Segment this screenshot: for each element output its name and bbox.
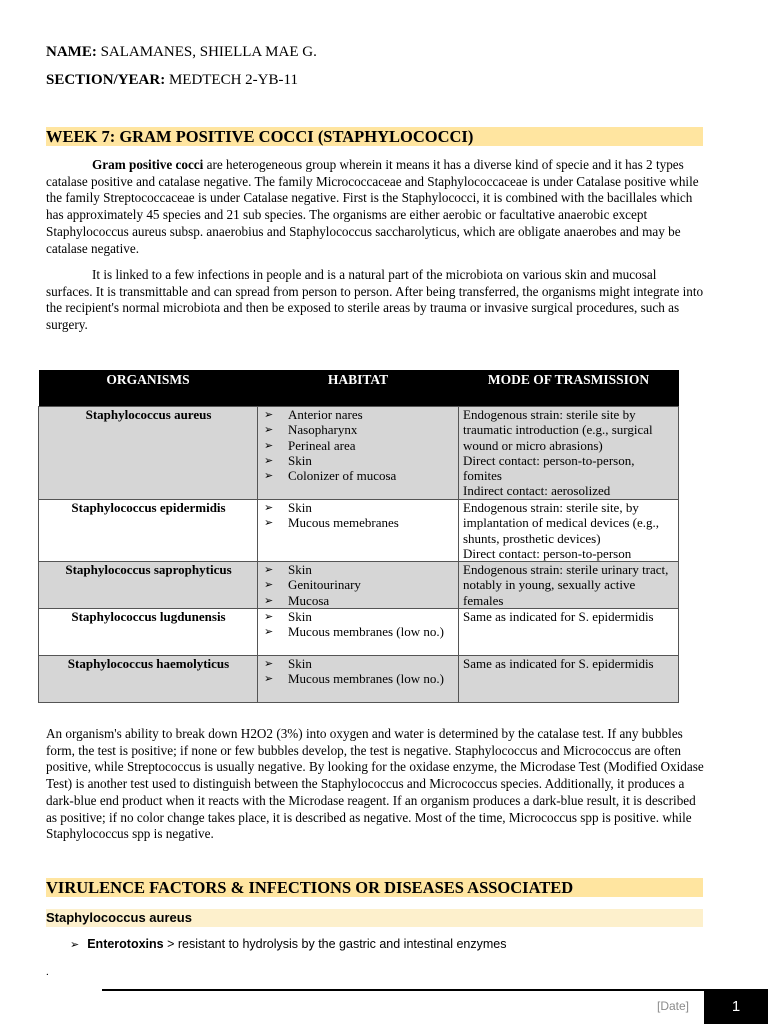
stray-mark: . [46,966,49,978]
transmission-cell [459,609,679,656]
transmission-cell [459,500,679,562]
habitat-item: ➢ Skin [262,562,455,577]
footer-divider [102,989,704,991]
habitat-item: ➢ Genitourinary [262,577,455,592]
habitat-item: ➢ Mucous membranes (low no.) [262,624,455,639]
intro-paragraph-2 [46,267,706,334]
table-row [39,656,679,703]
table-row [39,407,679,500]
habitat-item: ➢ Skin [262,500,455,515]
enterotoxins-term: Enterotoxins [87,937,164,951]
header-transmission: MODE OF TRASMISSION [459,370,679,407]
section-label: SECTION/YEAR: [46,72,166,88]
name-line [46,44,317,61]
table-row [39,562,679,609]
section-line [46,72,298,89]
habitat-cell [258,500,459,562]
habitat-item: ➢ Mucous memebranes [262,515,455,530]
intro-paragraph-1-text: are heterogeneous group wherein it means it has a diverse kind of specie and it has 2 types catalase positive and catalase negative. The family Micrococcaceae and Staphylococcaceae is under Catalase positive while the family Streptococcaceae is under Catalase negative. First is the Staphylococci, it is combined with the bacillales which has approximately 45 species and 21 sub species. The organisms are either aerobic or facultative anaerobic except Staphylococcus aureus subsp. anaerobius and Staphylococcus saccharolyticus, which are obligate anaerobes and may be catalase negative. [46,157,699,256]
habitat-cell [258,562,459,609]
arrow-bullet-icon: ➢ [70,938,80,951]
habitat-item: ➢ Skin [262,656,455,671]
virulence-heading: VIRULENCE FACTORS & INFECTIONS OR DISEASES ASSOCIATED [46,878,703,897]
habitat-item: ➢ Anterior nares [262,407,455,422]
transmission-line: Same as indicated for S. epidermidis [463,609,654,625]
habitat-cell [258,656,459,703]
habitat-item: ➢ Perineal area [262,438,455,453]
habitat-item: ➢ Skin [262,453,455,468]
habitat-item: ➢ Mucosa [262,593,455,608]
habitat-cell [258,407,459,500]
staph-aureus-subheading: Staphylococcus aureus [46,909,703,927]
name-value: SALAMANES, SHIELLA MAE G. [100,44,317,60]
organism-name: Staphylococcus haemolyticus [39,656,258,703]
organism-name: Staphylococcus saprophyticus [39,562,258,609]
organisms-table [38,370,679,703]
habitat-item: ➢ Colonizer of mucosa [262,468,455,483]
name-label: NAME: [46,44,97,60]
intro-paragraph-2-text: It is linked to a few infections in people and is a natural part of the microbiota on various skin and mucosal surfaces. It is transmittable and can spread from person to person. After being transferred, the organisms might integrate into the recipient's normal microbiota and then be exposed to sterile areas by trauma or invasive surgical procedures, such as surgery. [46,267,704,333]
catalase-paragraph: An organism's ability to break down H2O2 (3%) into oxygen and water is determined by the catalase test. If any bubbles form, the test is positive; if none or few bubbles develop, the test is negative. Staphylococcus and Micrococcus are often positive, while Streptococcus is usually negative. By looking for the oxidase enzyme, the Microdase Test (Modified Oxidase Test) is another test used to distinguish between the Staphylococcus and Micrococcus species. Additionally, it produces a dark-blue end product when it reacts with the Microdase reagent. If an organism produces a dark-blue result, it is described as positive; if no color change takes place, it is described as negative. Most of the time, Micrococcus spp is positive. while Staphylococcus spp is negative. [46,726,704,842]
transmission-line: Endogenous strain: sterile urinary tract, notably in young, sexually active females [463,562,669,608]
section-value: MEDTECH 2-YB-11 [168,72,298,88]
transmission-line: Direct contact: person-to-person [463,545,632,561]
habitat-cell [258,609,459,656]
transmission-line: Direct contact: person-to-person, fomites [463,452,635,484]
transmission-line: Endogenous strain: sterile site by traumatic introduction (e.g., surgical wound or micro abrasions) [463,407,653,453]
transmission-cell [459,562,679,609]
enterotoxins-description: > resistant to hydrolysis by the gastric and intestinal enzymes [163,937,507,951]
header-habitat: HABITAT [258,370,459,407]
table-row [39,609,679,656]
week-heading: WEEK 7: GRAM POSITIVE COCCI (STAPHYLOCOCCI) [46,127,703,146]
footer-date: [Date] [657,999,690,1013]
page-number: 1 [704,989,768,1024]
table-row [39,500,679,562]
table-header-row [39,370,679,407]
header-organisms: ORGANISMS [39,370,258,407]
transmission-cell [459,407,679,500]
habitat-item: ➢ Skin [262,609,455,624]
transmission-line: Same as indicated for S. epidermidis [463,656,654,672]
habitat-item: ➢ Nasopharynx [262,422,455,437]
intro-paragraph-1 [46,157,706,257]
organism-name: Staphylococcus aureus [39,407,258,500]
organism-name: Staphylococcus lugdunensis [39,609,258,656]
transmission-line: Endogenous strain: sterile site, by implantation of medical devices (e.g., shunts, prosthetic devices) [463,500,660,546]
transmission-cell [459,656,679,703]
enterotoxins-bullet [70,937,507,951]
habitat-item: ➢ Mucous membranes (low no.) [262,671,455,686]
gram-positive-cocci-term: Gram positive cocci [92,157,204,172]
organism-name: Staphylococcus epidermidis [39,500,258,562]
transmission-line: Indirect contact: aerosolized [463,483,611,499]
